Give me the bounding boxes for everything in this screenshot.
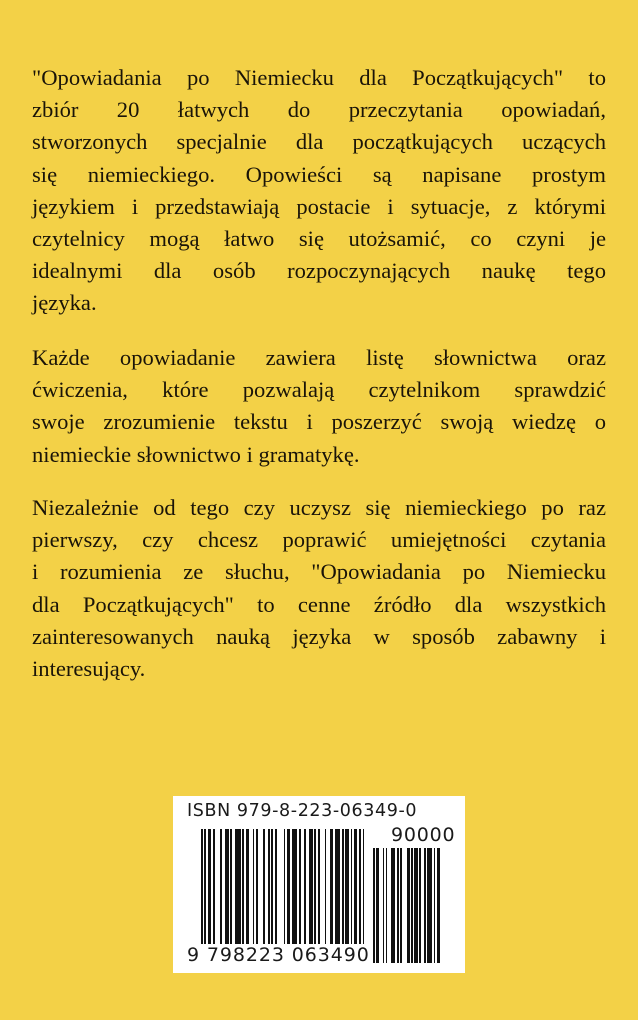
isbn-barcode bbox=[173, 796, 465, 973]
text-line: językiem i przedstawiają postacie i sytuacje, z którymi bbox=[32, 193, 606, 219]
ean13-bars bbox=[201, 829, 365, 963]
description-paragraph-1 bbox=[32, 62, 606, 320]
description-paragraph-2 bbox=[32, 342, 606, 471]
text-line: zainteresowanych nauką języka w sposób zabawny i bbox=[32, 623, 606, 649]
text-line: interesujący. bbox=[32, 655, 146, 681]
text-line: języka. bbox=[32, 290, 97, 316]
text-line: stworzonych specjalnie dla początkujących uczących bbox=[32, 129, 606, 155]
text-line: niemieckie słownictwo i gramatykę. bbox=[32, 441, 360, 467]
text-line: dla Początkujących" to cenne źródło dla wszystkich bbox=[32, 591, 606, 617]
text-line: czytelnicy mogą łatwo się utożsamić, co czyni je bbox=[32, 225, 606, 251]
description-paragraph-3 bbox=[32, 492, 606, 685]
text-line: pierwszy, czy chcesz poprawić umiejętności czytania bbox=[32, 527, 606, 553]
text-line: Każde opowiadanie zawiera listę słownictwa oraz bbox=[32, 345, 606, 370]
barcode-gap bbox=[277, 829, 284, 963]
barcode-bar bbox=[437, 848, 440, 963]
text-line: i rozumienia ze słuchu, "Opowiadania po Niemiecku bbox=[32, 559, 606, 585]
text-line: swoje zrozumienie tekstu i poszerzyć swoją wiedzę o bbox=[32, 409, 606, 435]
text-line: idealnymi dla osób rozpoczynających naukę tego bbox=[32, 258, 606, 284]
isbn-label: ISBN 979-8-223-06349-0 bbox=[187, 801, 418, 821]
price-code: 90000 bbox=[391, 824, 456, 846]
price-addon-bars bbox=[373, 848, 451, 963]
text-line: się niemieckiego. Opowieści są napisane prostym bbox=[32, 161, 606, 187]
ean-digits: 9 798223 063490 bbox=[187, 944, 370, 966]
barcode-bar bbox=[363, 829, 365, 963]
text-line: Niezależnie od tego czy uczysz się niemieckiego po raz bbox=[32, 495, 606, 520]
text-line: zbiór 20 łatwych do przeczytania opowiadań, bbox=[32, 97, 606, 123]
text-line: "Opowiadania po Niemiecku dla Początkujących" to bbox=[32, 65, 606, 90]
text-line: ćwiczenia, które pozwalają czytelnikom sprawdzić bbox=[32, 377, 606, 403]
